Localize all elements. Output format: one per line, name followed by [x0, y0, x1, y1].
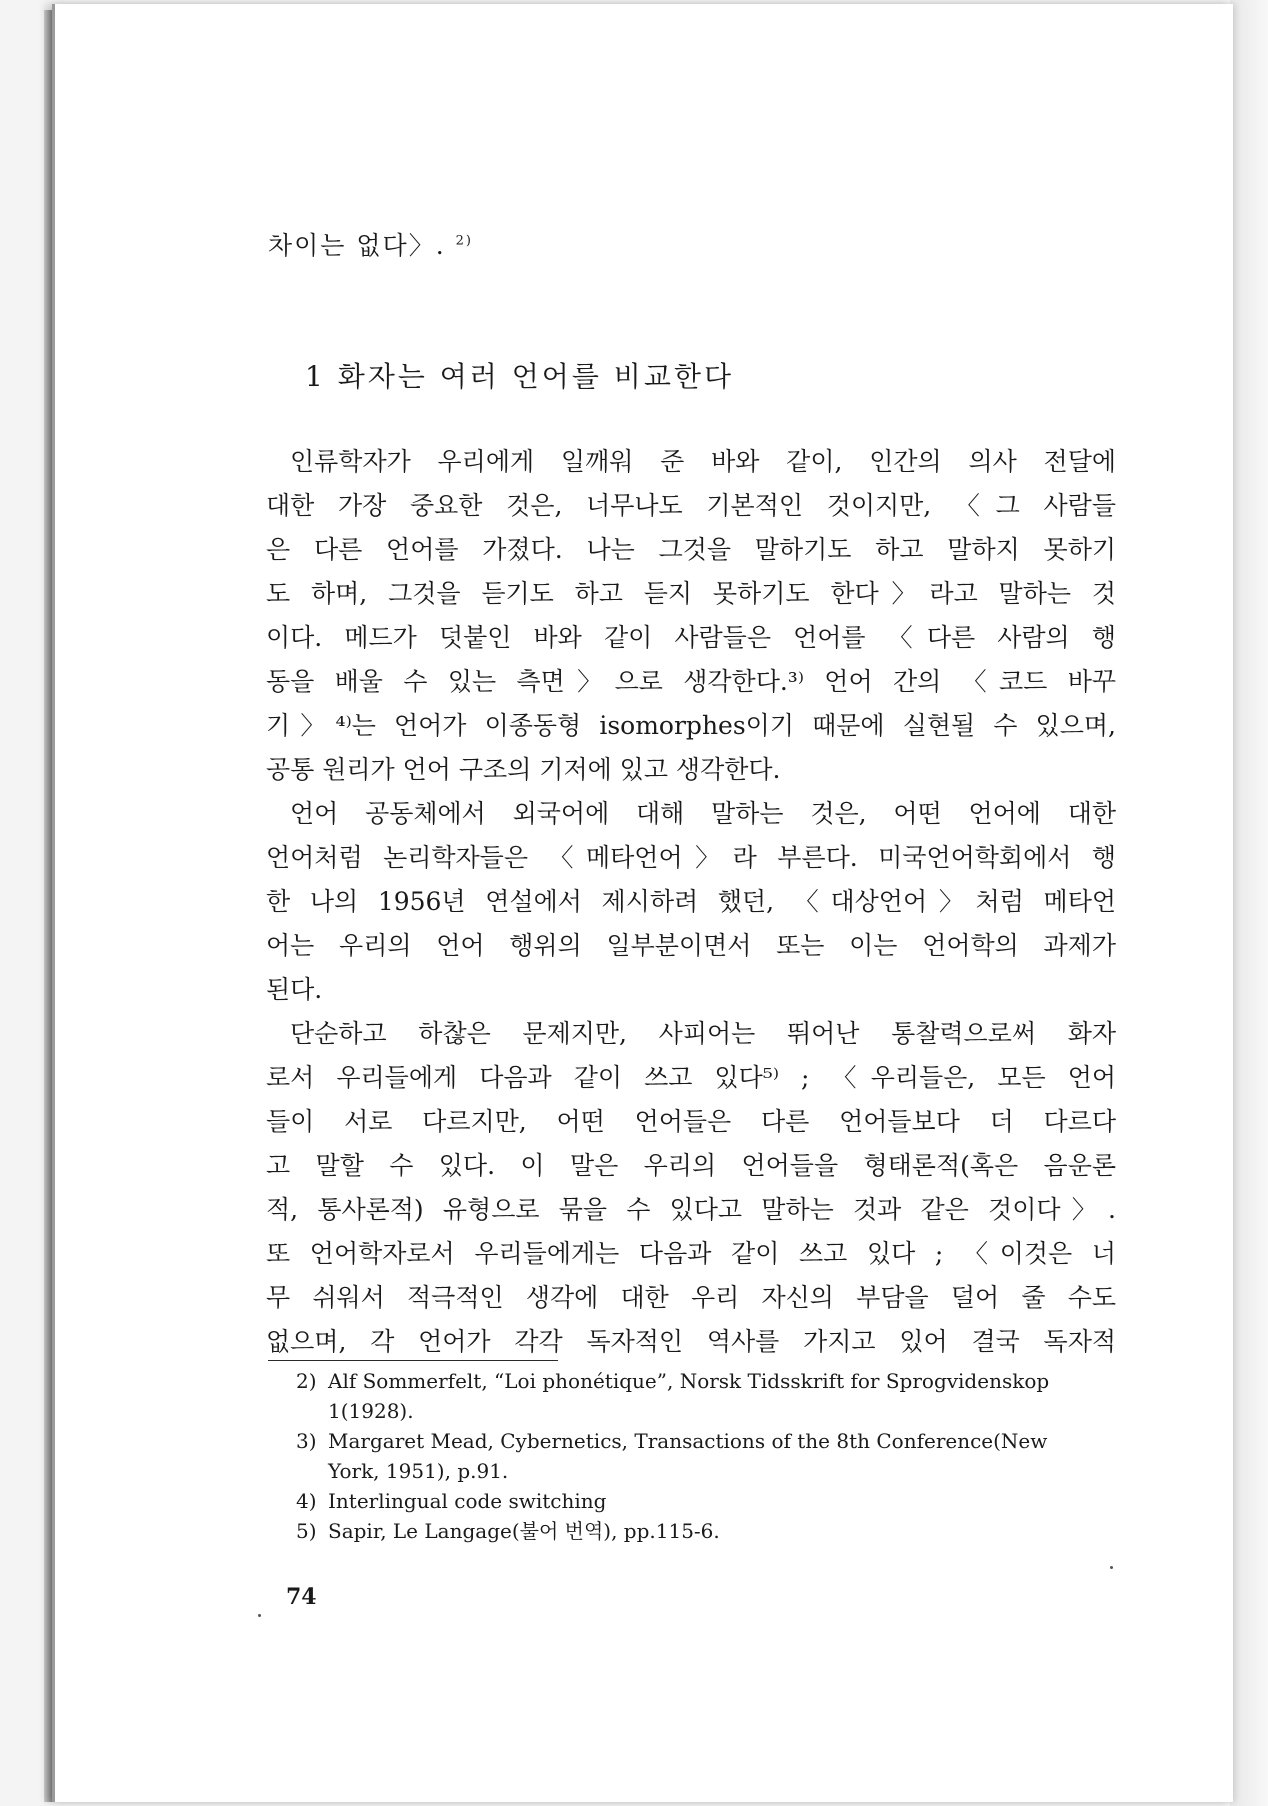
- body-line: 이다. 메드가 덧붙인 바와 같이 사람들은 언어를 〈다른 사람의 행: [266, 623, 1116, 652]
- footnotes: [296, 1366, 1116, 1546]
- body-line: 언어처럼 논리학자들은 〈메타언어〉라 부른다. 미국언어학회에서 행: [266, 843, 1116, 872]
- body-text: [266, 440, 1116, 1364]
- body-line: 무 쉬워서 적극적인 생각에 대한 우리 자신의 부담을 덜어 줄 수도: [266, 1283, 1116, 1312]
- footnote: [296, 1366, 1116, 1426]
- body-line: 들이 서로 다르지만, 어떤 언어들은 다른 언어들보다 더 다르다: [266, 1107, 1116, 1136]
- footnote-number: 4): [296, 1489, 317, 1513]
- footnote: [296, 1486, 1116, 1516]
- footnote-number: 3): [296, 1429, 317, 1453]
- body-line: 고 말할 수 있다. 이 말은 우리의 언어들을 형태론적(혹은 음운론: [266, 1151, 1116, 1180]
- footnote-text: Sapir, Le Langage(불어 번역), pp.115-6.: [328, 1519, 720, 1543]
- footnote-number: 5): [296, 1519, 317, 1543]
- body-line: 어는 우리의 언어 행위의 일부분이면서 또는 이는 언어학의 과제가: [266, 931, 1116, 960]
- footnote-ref-2: 2): [455, 233, 473, 249]
- footnote: [296, 1426, 1116, 1486]
- body-line: 기〉⁴⁾는 언어가 이종동형 isomorphes이기 때문에 실현될 수 있으며,: [266, 711, 1116, 740]
- footnote-rule: [268, 1360, 558, 1361]
- speck: [258, 1614, 261, 1617]
- body-line: 언어 공동체에서 외국어에 대해 말하는 것은, 어떤 언어에 대한: [290, 799, 1116, 828]
- footnote-text: Alf Sommerfelt, “Loi phonétique”, Norsk Tidsskrift for Sprogvidenskop: [328, 1369, 1050, 1393]
- body-line: 없으며, 각 언어가 각각 독자적인 역사를 가지고 있어 결국 독자적: [266, 1327, 1116, 1356]
- footnote: [296, 1516, 1116, 1546]
- body-line: 로서 우리들에게 다음과 같이 쓰고 있다⁵⁾ ; 〈우리들은, 모든 언어: [266, 1063, 1116, 1092]
- footnote-text: Interlingual code switching: [328, 1489, 607, 1513]
- body-line: 된다.: [266, 975, 323, 1004]
- body-line: 적, 통사론적) 유형으로 묶을 수 있다고 말하는 것과 같은 것이다〉.: [266, 1195, 1116, 1224]
- section-heading: 1 화자는 여러 언어를 비교한다: [305, 360, 734, 393]
- footnote-text-continued: York, 1951), p.91.: [328, 1459, 509, 1483]
- body-line: 한 나의 1956년 연설에서 제시하려 했던, 〈대상언어〉처럼 메타언: [266, 887, 1116, 916]
- continuation-text: 차이는 없다〉.: [268, 231, 446, 260]
- footnote-number: 2): [296, 1369, 317, 1393]
- continuation-line: [268, 226, 473, 262]
- body-line: 도 하며, 그것을 듣기도 하고 듣지 못하기도 한다〉라고 말하는 것: [266, 579, 1116, 608]
- body-line: 공통 원리가 언어 구조의 기저에 있고 생각한다.: [266, 755, 781, 784]
- body-line: 대한 가장 중요한 것은, 너무나도 기본적인 것이지만, 〈그 사람들: [266, 491, 1116, 520]
- footnote-text: Margaret Mead, Cybernetics, Transactions of the 8th Conference(New: [328, 1429, 1048, 1453]
- body-line: 은 다른 언어를 가졌다. 나는 그것을 말하기도 하고 말하지 못하기: [266, 535, 1116, 564]
- footnote-text-continued: 1(1928).: [328, 1399, 414, 1423]
- body-line: 동을 배울 수 있는 측면〉으로 생각한다.³⁾ 언어 간의 〈코드 바꾸: [266, 667, 1116, 696]
- body-line: 또 언어학자로서 우리들에게는 다음과 같이 쓰고 있다 ; 〈이것은 너: [266, 1239, 1116, 1268]
- body-line: 단순하고 하찮은 문제지만, 사피어는 뛰어난 통찰력으로써 화자: [290, 1019, 1116, 1048]
- page-number: 74: [286, 1584, 317, 1610]
- page-right-margin: [1230, 0, 1268, 1806]
- body-line: 인류학자가 우리에게 일깨워 준 바와 같이, 인간의 의사 전달에: [290, 447, 1116, 476]
- page-binding-edge: [44, 10, 52, 1802]
- speck: [1110, 1566, 1113, 1569]
